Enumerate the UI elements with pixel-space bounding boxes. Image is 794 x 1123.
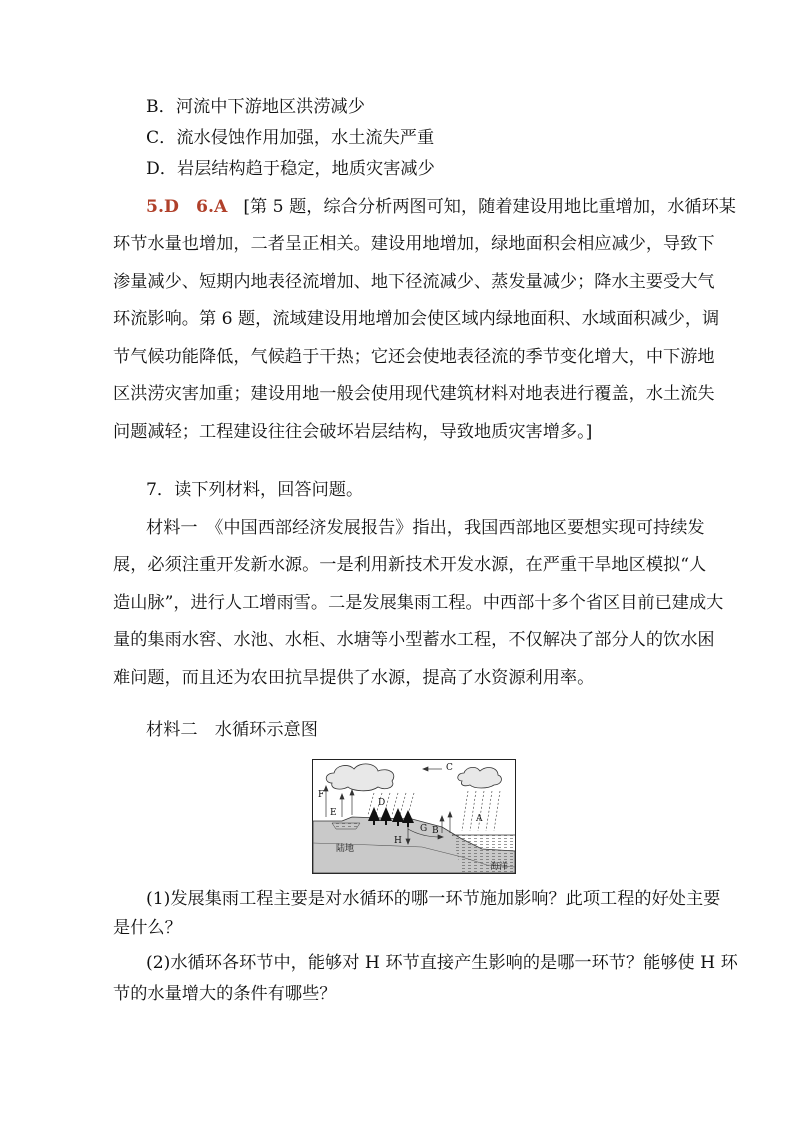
label-e: E (330, 808, 337, 818)
answer-line-2: 环节水量也增加，二者呈正相关。建设用地增加，绿地面积会相应减少，导致下 (113, 234, 715, 254)
answer-line-6: 区洪涝灾害加重；建设用地一般会使用现代建筑材料对地表进行覆盖，水土流失 (113, 384, 715, 404)
material1-line-1: 材料一 《中国西部经济发展报告》指出，我国西部地区要想实现可持续发 (146, 518, 705, 538)
option-b: B．河流中下游地区洪涝减少 (146, 97, 365, 117)
subquestion-1-line-2: 是什么？ (113, 918, 182, 938)
label-c: C (446, 763, 453, 773)
answer-line-1 (146, 196, 736, 218)
water-cycle-diagram (312, 759, 516, 874)
label-g: G (420, 824, 428, 834)
material1-line-4: 量的集雨水窖、水池、水柜、水塘等小型蓄水工程，不仅解决了部分人的饮水困 (113, 630, 715, 650)
answer-key: 5.D 6.A (146, 197, 228, 217)
label-h: H (394, 836, 402, 846)
material1-line-2: 展，必须注重开发新水源。一是利用新技术开发水源，在严重干旱地区模拟“人 (113, 555, 707, 575)
answer-line-7: 问题减轻；工程建设往往会破坏岩层结构，导致地质灾害增多。] (113, 422, 593, 442)
label-f: F (318, 790, 325, 800)
question-7-stem: 7．读下列材料，回答问题。 (146, 480, 364, 500)
label-a: A (476, 814, 483, 824)
answer-line-5: 节气候功能降低，气候趋于干热；它还会使地表径流的季节变化增大，中下游地 (113, 347, 715, 367)
label-d: D (378, 798, 386, 808)
answer-line-4: 环流影响。第 6 题，流域建设用地增加会使区域内绿地面积、水域面积减少，调 (113, 309, 720, 329)
material2-title: 材料二 水循环示意图 (146, 720, 318, 740)
label-ocean: 海洋 (490, 862, 509, 872)
material1-line-3: 造山脉”，进行人工增雨雪。二是发展集雨工程。中西部十多个省区目前已建成大 (113, 593, 724, 613)
option-c: C．流水侵蚀作用加强，水土流失严重 (146, 128, 435, 148)
subquestion-2-line-2: 节的水量增大的条件有哪些？ (113, 984, 337, 1004)
subquestion-2-line-1: (2)水循环各环节中，能够对 H 环节直接产生影响的是哪一环节？能够使 H 环 (146, 953, 738, 973)
answer-text-1: [第 5 题，综合分析两图可知，随着建设用地比重增加，水循环某 (243, 197, 736, 217)
option-d: D．岩层结构趋于稳定，地质灾害减少 (146, 159, 435, 179)
subquestion-1-line-1: (1)发展集雨工程主要是对水循环的哪一环节施加影响？此项工程的好处主要 (146, 889, 721, 909)
label-b: B (432, 826, 439, 836)
material1-line-5: 难问题，而且还为农田抗旱提供了水源，提高了水资源利用率。 (113, 668, 595, 688)
label-land: 陆地 (336, 844, 355, 854)
answer-line-3: 渗量减少、短期内地表径流增加、地下径流减少、蒸发量减少；降水主要受大气 (113, 272, 715, 292)
